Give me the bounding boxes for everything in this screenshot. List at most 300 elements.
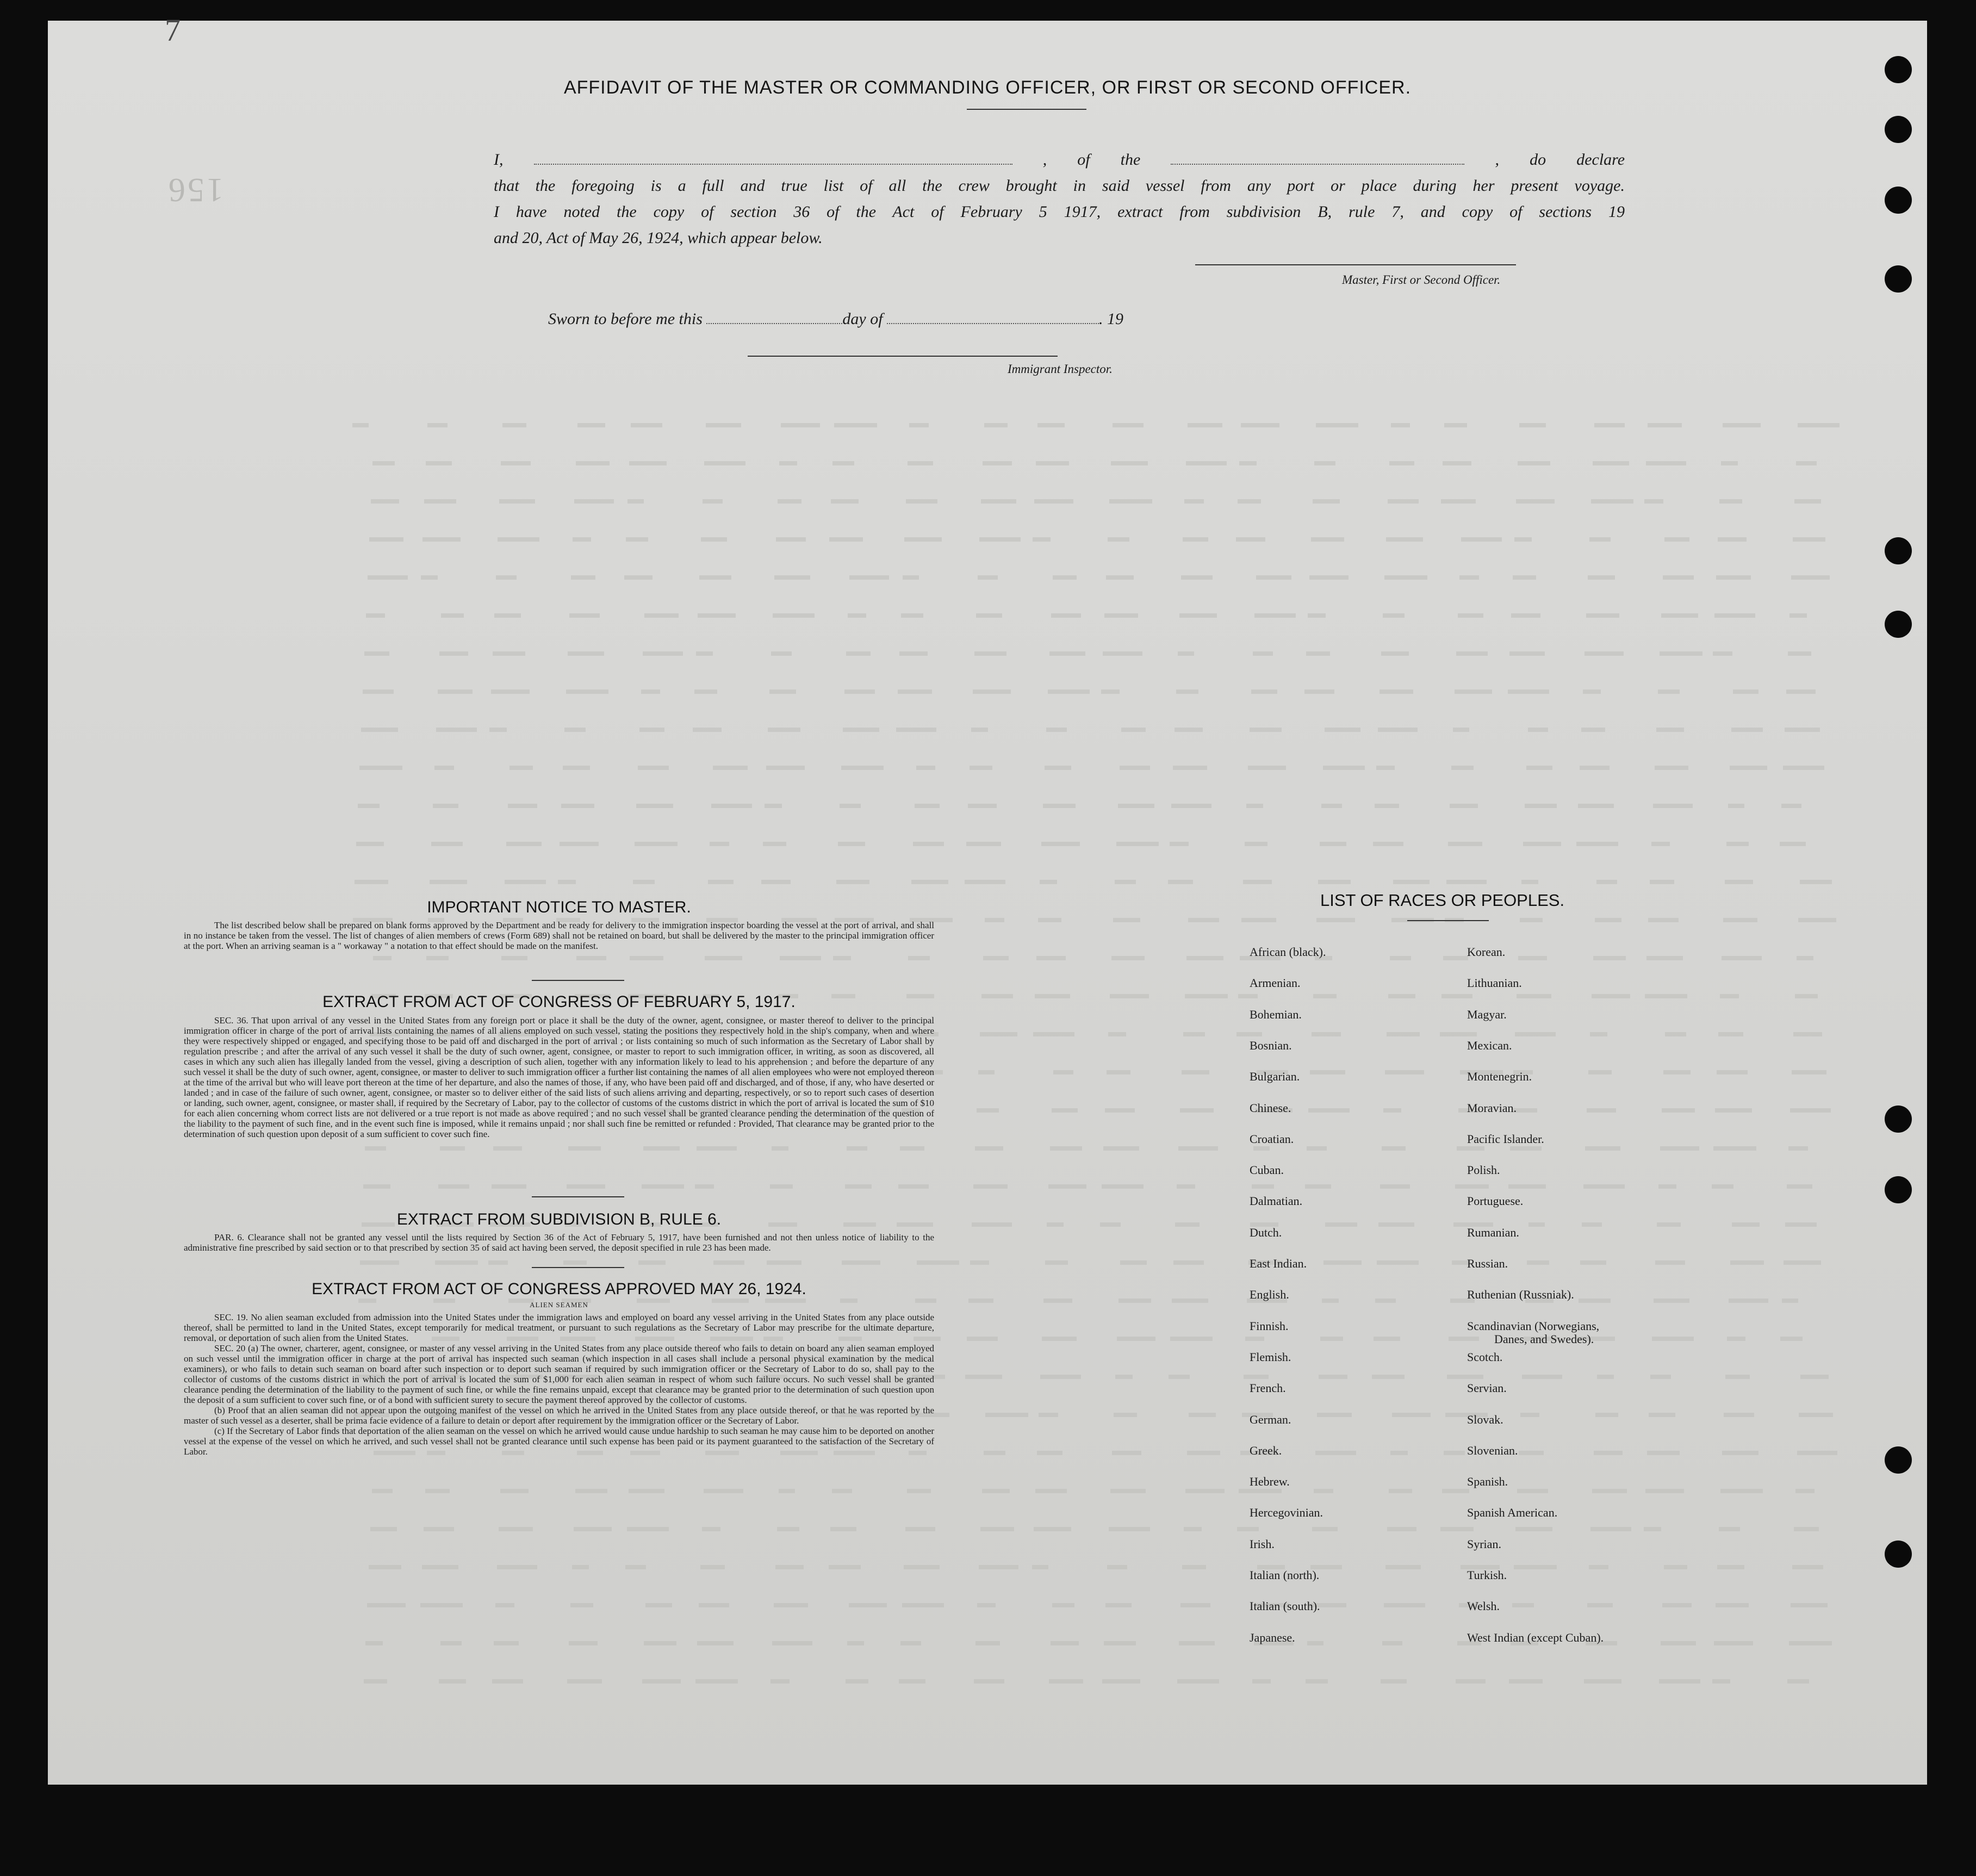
bleed-through-mark [1719,1527,1740,1531]
bleed-through-mark [494,1641,519,1645]
declaration-line-4: and 20, Act of May 26, 1924, which appear below. [494,229,823,247]
bleed-through-mark [1111,461,1148,465]
bleed-through-mark [1323,1260,1362,1265]
bleed-through-mark [1729,1299,1768,1303]
bleed-through-mark [699,575,731,580]
bleed-through-mark [704,461,745,465]
bleed-through-mark [1173,766,1207,770]
inspector-caption: Immigrant Inspector. [1008,362,1113,376]
bleed-through-mark [1660,651,1702,656]
bleed-through-mark [1520,918,1543,922]
bleed-through-mark [367,1603,406,1607]
bleed-through-mark [1594,1451,1623,1455]
form-page [48,13,1927,1785]
bleed-through-mark [1256,575,1291,580]
bleed-through-mark [1589,1565,1608,1569]
bleed-through-mark [439,1679,466,1684]
bleed-through-mark [1791,1603,1828,1607]
bleed-through-mark [1251,689,1277,694]
bleed-through-mark [627,499,644,504]
bleed-through-mark [1106,575,1134,580]
bleed-through-mark [1038,918,1061,922]
bleed-through-mark [1586,613,1619,618]
bleed-through-mark [767,1260,801,1265]
bleed-through-mark [1383,1108,1401,1113]
bleed-through-mark [638,1260,666,1265]
bleed-through-mark [1784,1260,1821,1265]
bleed-through-mark [1100,1222,1121,1227]
bleed-through-mark [1381,1679,1407,1684]
extract-1924-title: EXTRACT FROM ACT OF CONGRESS APPROVED MAY 26, 1924. [312,1280,806,1298]
bleed-through-mark [1306,651,1330,656]
bleed-through-mark [1035,1489,1067,1493]
race-item: Spanish. [1467,1475,1508,1489]
bleed-through-mark [1383,613,1405,618]
bleed-through-mark [1727,1337,1745,1341]
bleed-through-mark [359,766,402,770]
bleed-through-mark [904,1565,940,1569]
bleed-through-mark [1107,1070,1130,1074]
races-title: LIST OF RACES OR PEOPLES. [1320,891,1565,910]
bleed-through-mark [440,1641,462,1645]
inspector-signature-line[interactable] [748,356,1058,357]
bleed-through-mark [907,1489,931,1493]
bleed-through-mark [1321,804,1342,808]
bleed-through-mark [1105,1603,1132,1607]
bleed-through-mark [1052,1108,1078,1113]
bleed-through-mark [1246,804,1263,808]
bleed-through-mark [898,689,932,694]
bleed-through-mark [1645,994,1687,998]
bleed-through-mark [1514,537,1532,542]
bleed-through-mark [1252,1679,1271,1684]
bleed-through-mark [1049,651,1085,656]
bleed-through-mark [1800,1375,1829,1379]
bleed-through-mark [436,728,477,732]
bleed-through-mark [1661,613,1698,618]
bleed-through-mark [1118,804,1154,808]
bleed-through-mark [1110,994,1149,998]
bleed-through-mark [1649,1413,1675,1417]
bleed-through-mark [575,1489,607,1493]
bleed-through-mark [491,689,530,694]
bleed-through-mark [1176,689,1198,694]
bleed-through-mark [896,728,936,732]
bleed-through-mark [1109,1527,1150,1531]
bleed-through-mark [639,728,664,732]
bleed-through-mark [1714,1641,1753,1645]
bleed-through-mark [360,1260,399,1265]
bleed-through-mark [1528,728,1548,732]
bleed-through-mark [1651,842,1670,846]
bleed-through-mark [355,880,388,884]
bleed-through-mark [573,537,591,542]
bleed-through-mark [1797,956,1813,960]
bleed-through-mark [1378,1222,1414,1227]
bleed-through-mark [770,1679,790,1684]
bleed-through-mark [1461,537,1502,542]
vessel-field[interactable] [1171,153,1464,165]
name-field[interactable] [534,153,1012,165]
notice-title: IMPORTANT NOTICE TO MASTER. [427,898,691,916]
bleed-through-mark [364,1679,387,1684]
bleed-through-mark [1726,842,1749,846]
rule6-paragraph: PAR. 6. Clearance shall not be granted any vessel until the lists required by Section 36 of the Act of February 5, 1917, have been furnished and not then unless notice of liability to the administrative fine prescribed by said section or to that prescribed by section 35 of said act having been served, the deposit specified in rule 23 has been made. [184,1232,934,1253]
bleed-through-mark [1526,766,1552,770]
bleed-through-mark [1456,651,1488,656]
bleed-through-mark [576,461,610,465]
bleed-through-mark [1043,804,1076,808]
sec-20b-paragraph: (b) Proof that an alien seaman did not appear upon the outgoing manifest of the vessel on which he arrived in the United States from any place outside thereof, or that he was reported by the master of such vessel as a deserter, shall be prima facie evidence of a failure to detain or deport after requirement by the immigration officer or the Secretary of Labor. [184,1405,934,1426]
bleed-through-mark [1178,1146,1218,1151]
bleed-through-mark [840,804,861,808]
bleed-through-mark [1799,1413,1833,1417]
bleed-through-mark [643,1146,680,1151]
sworn-day-of: day of [842,310,883,328]
bleed-through-mark [915,804,940,808]
bleed-through-mark [1323,766,1365,770]
bleed-through-mark [1308,613,1326,618]
race-item: Welsh. [1467,1599,1500,1613]
bleed-through-mark [1317,1413,1352,1417]
page-number-mark: 7 [165,13,181,48]
bleed-through-mark [1449,1337,1479,1341]
bleed-through-mark [1103,1146,1139,1151]
bleed-through-mark [1173,1260,1204,1265]
section-divider [532,1196,624,1197]
notice-text [184,920,934,951]
bleed-through-mark [1051,613,1081,618]
bleed-through-mark [1034,1527,1071,1531]
bleed-through-mark [1660,1146,1699,1151]
bleed-through-mark [768,728,800,732]
bleed-through-mark [1458,613,1483,618]
bleed-through-mark [1595,1413,1618,1417]
bleed-through-mark [1111,956,1145,960]
bleed-through-mark [1583,1184,1625,1189]
bleed-through-mark [1120,1260,1147,1265]
bleed-through-mark [708,880,734,884]
bleed-through-mark [899,1679,925,1684]
bleed-through-mark [1525,804,1557,808]
bleed-through-mark [1188,423,1222,427]
bleed-through-mark [697,1641,734,1645]
bleed-through-mark [900,1146,924,1151]
bleed-through-mark [1791,575,1830,580]
bleed-through-mark [1650,880,1674,884]
bleed-through-mark [1583,689,1601,694]
bleed-through-mark [1514,1565,1557,1569]
bleed-through-mark [1243,880,1272,884]
bleed-through-mark [1036,461,1069,465]
section-divider [532,1267,624,1268]
bleed-through-mark [440,1146,465,1151]
bleed-through-mark [1723,918,1757,922]
bleed-through-mark [1380,1184,1410,1189]
bleed-through-mark [1392,1413,1431,1417]
bleed-through-mark [424,499,456,504]
bleed-through-mark [502,423,526,427]
bleed-through-mark [1716,1603,1749,1607]
bleed-through-mark [1712,1184,1733,1189]
bleed-through-mark [975,1146,1003,1151]
bleed-through-mark [570,1603,593,1607]
bleed-through-mark [493,1146,522,1151]
bleed-through-mark [1790,1108,1831,1113]
race-item: Cuban. [1250,1163,1284,1177]
bleed-through-mark [1180,1603,1210,1607]
bleed-through-mark [774,575,810,580]
bleed-through-mark [1168,880,1193,884]
bleed-through-mark [1239,1489,1282,1493]
bleed-through-mark [1177,1184,1195,1189]
bleed-through-mark [1724,1413,1754,1417]
bleed-through-mark [846,651,871,656]
bleed-through-mark [435,1260,478,1265]
race-item: Montenegrin. [1467,1070,1532,1084]
bleed-through-mark [1646,461,1686,465]
bleed-through-mark [1388,994,1415,998]
bleed-through-mark [1443,956,1468,960]
bleed-through-mark [1593,956,1626,960]
sworn-month-field[interactable] [887,312,1099,324]
bleed-through-mark [1320,1337,1343,1341]
bleed-through-mark [1588,575,1615,580]
bleed-through-mark [1322,1299,1339,1303]
bleed-through-mark [899,651,928,656]
bleed-through-mark [1175,728,1203,732]
race-item: Slovak. [1467,1412,1503,1426]
bleed-through-mark [1236,1032,1262,1036]
bleed-through-mark [1792,1070,1826,1074]
bleed-through-mark [1658,1184,1676,1189]
bleed-through-mark [1248,766,1286,770]
bleed-through-mark [492,1184,526,1189]
bleed-through-mark [1115,880,1136,884]
bleed-through-mark [1314,1489,1333,1493]
bleed-through-mark [971,728,988,732]
bleed-through-mark [1105,1108,1135,1113]
bleed-through-mark [498,537,539,542]
bleed-through-mark [1442,1489,1469,1493]
bleed-through-mark [496,575,517,580]
bleed-through-mark [1318,880,1351,884]
bleed-through-mark [985,1413,1028,1417]
bleed-through-mark [1725,880,1753,884]
bleed-through-mark [1584,651,1624,656]
bleed-through-mark [974,1679,1004,1684]
bleed-through-mark [985,918,1004,922]
bleed-through-mark [846,1679,868,1684]
bleed-through-mark [978,575,998,580]
bleed-through-mark [1311,537,1344,542]
bleed-through-mark [703,499,723,504]
bleed-through-mark [1443,461,1471,465]
bleed-through-mark [499,499,535,504]
bleed-through-mark [904,537,942,542]
race-item: Japanese. [1250,1630,1295,1644]
bleed-through-mark [693,728,722,732]
bleed-through-mark [983,461,1012,465]
bleed-through-mark [779,1489,795,1493]
bleed-through-mark [1304,689,1334,694]
bleed-through-mark [1718,1032,1743,1036]
bleed-through-mark [358,804,380,808]
bleed-through-mark [364,651,389,656]
bleed-through-mark [1522,1375,1562,1379]
bleed-through-mark [1578,804,1614,808]
bleed-through-mark [968,1299,993,1303]
bleed-through-mark [1789,613,1807,618]
bleed-through-mark [1788,651,1811,656]
bleed-through-mark [1389,1489,1412,1493]
bleed-through-mark [1580,766,1610,770]
bleed-through-mark [699,1603,729,1607]
bleed-through-mark [832,461,854,465]
bleed-through-mark [1112,1451,1141,1455]
bleed-through-mark [908,956,930,960]
bleed-through-mark [1440,1032,1477,1036]
bleed-through-mark [1441,499,1476,504]
bleed-through-mark [1109,499,1152,504]
bleed-through-mark [1593,461,1629,465]
bleed-through-mark [1800,880,1832,884]
bleed-through-mark [1780,842,1806,846]
race-item: Italian (north). [1250,1568,1320,1582]
signature-line[interactable] [1195,264,1516,265]
bleed-through-mark [694,689,717,694]
bleed-through-mark [567,1184,605,1189]
sworn-day-field[interactable] [706,312,842,324]
bleed-through-mark [781,423,820,427]
bleed-through-mark [710,842,729,846]
bleed-through-mark [968,804,997,808]
bleed-through-mark [1518,461,1550,465]
bleed-through-mark [1663,575,1694,580]
bleed-through-mark [695,1184,714,1189]
race-item: Pacific Islander. [1467,1132,1544,1146]
bleed-through-mark [829,1565,861,1569]
bleed-through-mark [777,1527,799,1531]
race-item: West Indian (except Cuban). [1467,1630,1604,1644]
bleed-through-mark [830,1527,856,1531]
race-item: Dalmatian. [1250,1194,1303,1208]
race-item: Slovenian. [1467,1443,1518,1457]
bleed-through-mark [847,1146,867,1151]
bleed-through-mark [903,575,919,580]
bleed-through-mark [980,1032,1017,1036]
bleed-through-mark [368,575,408,580]
bleed-through-mark [1587,1108,1616,1113]
bleed-through-mark [1107,1565,1127,1569]
bleed-through-mark [1582,1222,1602,1227]
bleed-through-mark [638,766,669,770]
sec-20a-paragraph: SEC. 20 (a) The owner, charterer, agent, consignee, or master of any vessel arriving in the United States from any place outside thereof who fails to detain on board any alien seaman employed on such vessel until the immigration officer in charge at the port of arrival has inspected such seaman (which inspection in all cases shall include a personal physical examination by the medical examiners), or who fails to detain such seaman on board after such inspection or to deport such seaman if required by such immigration officer or the Secretary of Labor to do so, shall pay to the collector of customs of the customs district in which the port of arrival is located the sum of $1,000 for each alien seaman in respect of whom such failure occurs. No such vessel shall be granted clearance pending the determination of the liability to the payment of such fine, or while the fine remains unpaid, except that clearance may be granted prior to the determination of such question upon the deposit of a sum sufficient to cover such fine, or of a bond with sufficient surety to secure the payment thereof approved by the collector of customs. [184,1343,934,1405]
bleed-through-mark [434,766,454,770]
bleed-through-mark [701,537,727,542]
race-item: Syrian. [1467,1537,1501,1551]
bleed-through-mark [1654,1299,1689,1303]
race-item: Korean. [1467,945,1506,959]
bleed-through-mark [1108,537,1129,542]
bleed-through-mark [1183,1032,1205,1036]
bleed-through-mark [426,956,449,960]
sec-19-paragraph: SEC. 19. No alien seaman excluded from admission into the United States under the immigration laws and employed on board any vessel arriving in the United States from any place outside thereof, shall be permitted to land in the United States, except temporarily for medical treatment, or pursuant to such regulations as the Secretary of Labor may prescribe for the ultimate departure, removal, or deportation of such alien from the United States. [184,1312,934,1343]
race-item: Ruthenian (Russniak). [1467,1288,1574,1302]
bleed-through-mark [1373,842,1403,846]
bleed-through-mark [571,575,595,580]
bleed-through-mark [905,1527,935,1531]
bleed-through-mark [1114,1413,1137,1417]
bleed-through-mark [1787,1679,1809,1684]
bleed-through-mark [1444,1451,1465,1455]
bleed-through-mark [1597,1375,1614,1379]
bleed-through-mark [1730,766,1767,770]
bleed-through-mark [373,956,392,960]
bleed-through-mark [1179,613,1217,618]
bleed-through-mark [495,1603,514,1607]
bleed-through-mark [713,766,748,770]
bleed-through-mark [642,1679,681,1684]
bleed-through-mark [1648,918,1679,922]
bleed-through-mark [843,728,879,732]
bleed-through-mark [1665,1032,1686,1036]
bleed-through-mark [577,423,605,427]
affidavit-title: AFFIDAVIT OF THE MASTER OR COMMANDING OFFICER, OR FIRST OR SECOND OFFICER. [563,77,1412,98]
bleed-through-mark [1170,842,1189,846]
race-item: Scandinavian (Norwegians, [1467,1319,1600,1333]
bleed-through-mark [420,1603,463,1607]
race-item: Croatian. [1250,1132,1294,1146]
bleed-through-mark [1053,575,1077,580]
bleed-through-mark [564,728,586,732]
bleed-through-mark [1372,1375,1405,1379]
bleed-through-mark [1312,1032,1341,1036]
declaration-line-3: I have noted the copy of section 36 of the Act of February 5 1917, extract from subdivision B, rule 7, and copy of sections 19 [494,203,1625,221]
bleed-through-mark [779,461,797,465]
bleed-through-mark [1182,1070,1209,1074]
bleed-through-mark [829,537,863,542]
bleed-through-mark [1520,1413,1539,1417]
race-item: Bosnian. [1250,1038,1292,1052]
race-item: Armenian. [1250,976,1301,990]
bleed-through-mark [560,842,599,846]
bleed-through-mark [906,499,937,504]
bleed-through-mark [369,537,403,542]
bleed-through-mark [769,689,796,694]
bleed-through-mark [1307,1641,1323,1645]
bleed-through-mark [1045,1260,1068,1265]
bleed-through-mark [1307,1146,1327,1151]
bleed-through-mark [497,1565,537,1569]
bleed-through-mark [1033,1032,1074,1036]
bleed-through-mark [917,1260,959,1265]
bleed-through-mark [1718,537,1747,542]
bleed-through-mark [984,1451,1005,1455]
race-item: Chinese. [1250,1101,1291,1115]
bleed-through-mark [1518,956,1547,960]
race-item: Polish. [1467,1163,1500,1177]
bleed-through-mark [1512,1603,1534,1607]
bleed-through-mark [1238,499,1261,504]
bleed-through-mark [977,1108,999,1113]
bleed-through-mark [1717,1070,1748,1074]
bleed-through-mark [624,575,653,580]
bleed-through-mark [641,689,660,694]
bleed-through-mark [975,1641,1000,1645]
bleed-through-mark [900,1641,921,1645]
bleed-through-mark [911,880,948,884]
